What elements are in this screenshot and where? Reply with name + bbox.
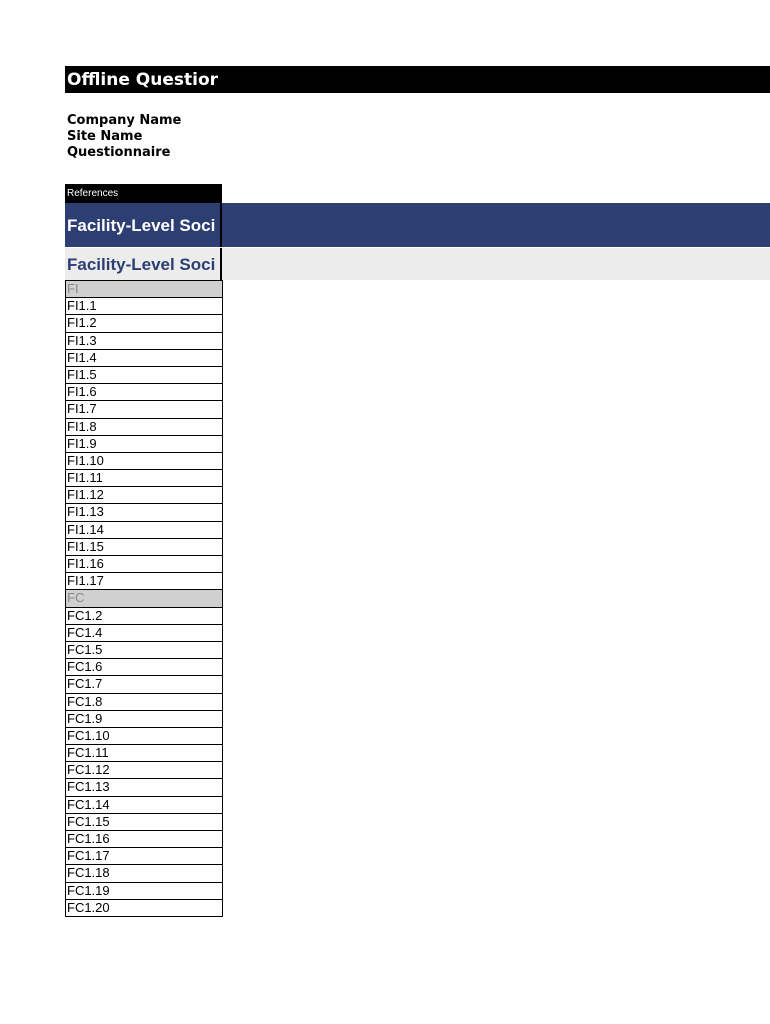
table-row: FI1.5 (66, 366, 222, 383)
title-bar (65, 66, 770, 93)
table-row: FI1.1 (66, 297, 222, 314)
page-title: Offline Questior (67, 70, 219, 90)
table-row: FI1.3 (66, 332, 222, 349)
table-row: FC1.16 (66, 830, 222, 847)
table-row: FC1.2 (66, 607, 222, 624)
table-row: FC1.20 (66, 899, 222, 916)
reference-list (65, 280, 223, 917)
column-divider (220, 203, 222, 247)
table-row: FC1.17 (66, 847, 222, 864)
section-header (65, 203, 770, 247)
section-title: Facility-Level Soci (67, 216, 216, 235)
table-row: FC1.13 (66, 778, 222, 795)
table-row: FC1.4 (66, 624, 222, 641)
meta-labels (67, 113, 181, 161)
table-row: FC1.19 (66, 882, 222, 899)
subsection-header (65, 248, 770, 280)
company-name-label: Company Name (67, 113, 182, 128)
table-row: FI1.10 (66, 452, 222, 469)
table-row: FI1.11 (66, 469, 222, 486)
questionnaire-label: Questionnaire (67, 145, 171, 160)
table-row: FI1.16 (66, 555, 222, 572)
table-row: FI1.2 (66, 314, 222, 331)
table-row: FC1.10 (66, 727, 222, 744)
table-row: FC1.18 (66, 864, 222, 881)
table-row: FI1.13 (66, 503, 222, 520)
table-row: FC1.5 (66, 641, 222, 658)
table-row: FI1.12 (66, 486, 222, 503)
table-row: FI1.7 (66, 400, 222, 417)
table-row: FC1.8 (66, 693, 222, 710)
table-row: FI1.15 (66, 538, 222, 555)
column-divider (220, 248, 222, 280)
subsection-title: Facility-Level Soci (67, 255, 216, 274)
table-row: FC1.6 (66, 658, 222, 675)
table-row: FC1.12 (66, 761, 222, 778)
group-row: FI (66, 280, 222, 297)
site-name-label: Site Name (67, 129, 143, 144)
table-row: FC1.9 (66, 710, 222, 727)
table-row: FC1.14 (66, 796, 222, 813)
table-row: FI1.17 (66, 572, 222, 589)
table-row: FC1.7 (66, 675, 222, 692)
group-row: FC (66, 589, 222, 606)
table-row: FI1.8 (66, 418, 222, 435)
table-row: FI1.6 (66, 383, 222, 400)
table-row: FI1.4 (66, 349, 222, 366)
references-header (65, 184, 222, 203)
table-row: FC1.15 (66, 813, 222, 830)
references-label: References (67, 188, 119, 199)
table-row: FC1.11 (66, 744, 222, 761)
table-row: FI1.14 (66, 521, 222, 538)
table-row: FI1.9 (66, 435, 222, 452)
